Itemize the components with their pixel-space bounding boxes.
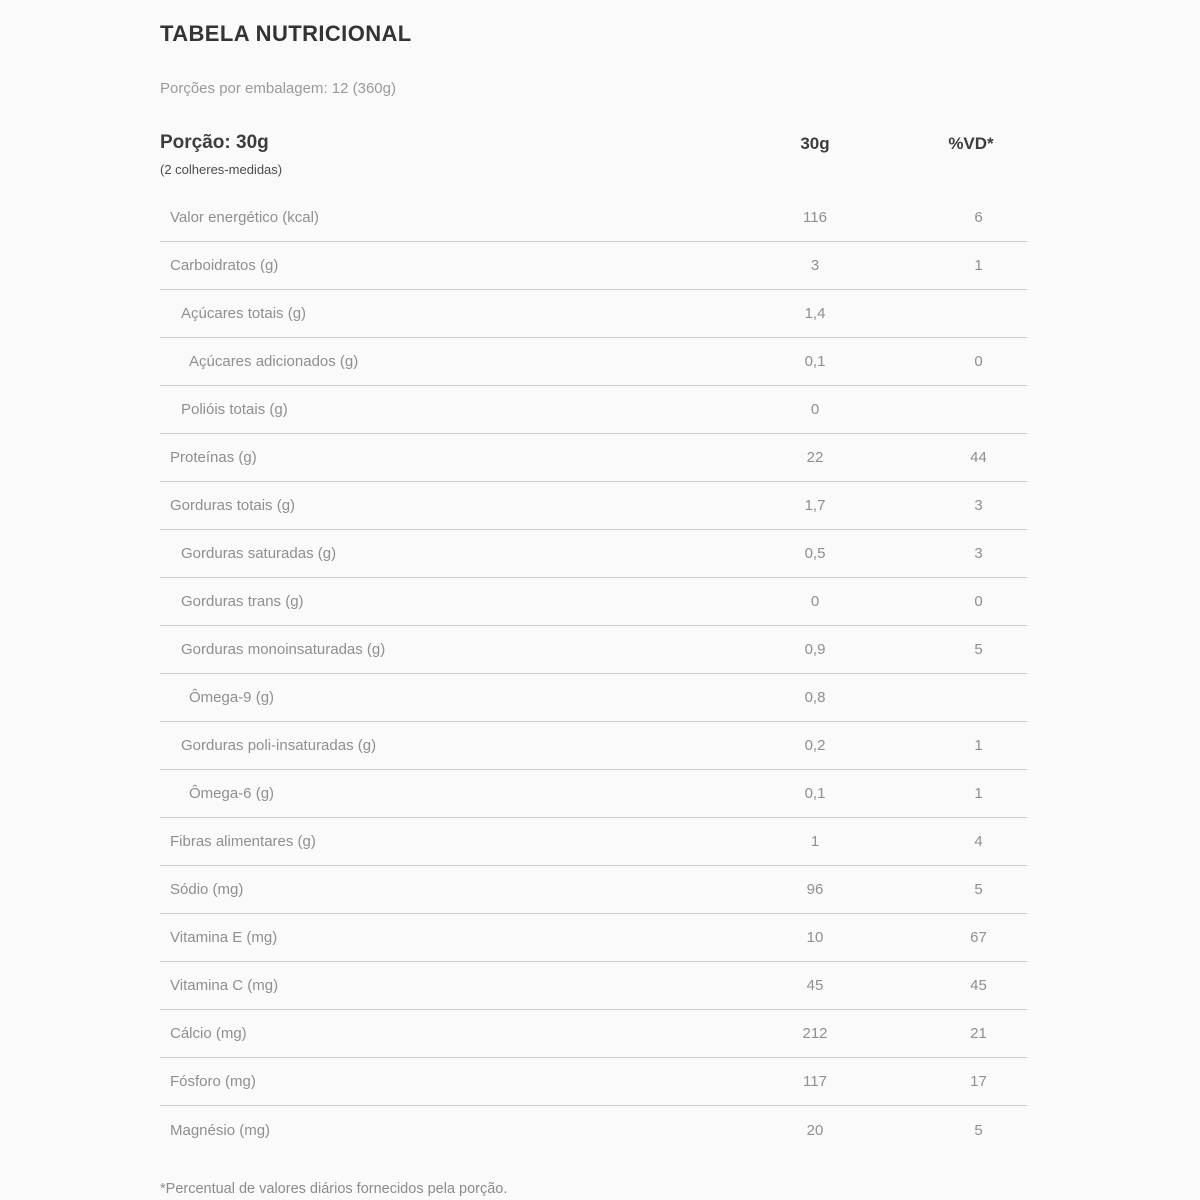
table-header [160, 132, 1027, 177]
column-header-daily-value: %VD* [948, 134, 994, 153]
table-row [160, 338, 1027, 386]
nutrient-label: Gorduras trans (g) [181, 593, 304, 610]
table-row [160, 242, 1027, 290]
table-row [160, 914, 1027, 962]
nutrient-daily-value: 1 [974, 737, 983, 754]
nutrient-daily-value: 3 [974, 497, 983, 514]
nutrient-label: Açúcares totais (g) [181, 305, 307, 322]
nutrient-quantity: 45 [806, 977, 824, 994]
table-row [160, 770, 1027, 818]
nutrient-daily-value: 0 [974, 593, 983, 610]
nutrient-label: Fósforo (mg) [170, 1073, 256, 1090]
table-row [160, 530, 1027, 578]
nutrient-label: Gorduras totais (g) [170, 497, 296, 514]
nutrient-quantity: 0,5 [804, 545, 826, 562]
table-row [160, 626, 1027, 674]
nutrient-daily-value: 4 [974, 833, 983, 850]
nutrient-quantity: 10 [806, 929, 824, 946]
nutrient-label: Fibras alimentares (g) [170, 833, 316, 850]
nutrient-quantity: 0 [810, 401, 820, 418]
nutrient-label: Magnésio (mg) [170, 1121, 271, 1139]
nutrient-label: Proteínas (g) [170, 449, 257, 466]
table-row [160, 722, 1027, 770]
table-row [160, 962, 1027, 1010]
nutrient-quantity: 96 [806, 881, 824, 898]
table-row [160, 290, 1027, 338]
table-row [160, 1106, 1027, 1154]
nutrient-label: Cálcio (mg) [170, 1025, 247, 1042]
nutrient-label: Gorduras poli-insaturadas (g) [181, 737, 377, 754]
nutrient-label: Vitamina C (mg) [170, 977, 279, 994]
servings-per-package: Porções por embalagem: 12 (360g) [160, 80, 396, 97]
daily-value-footnote: *Percentual de valores diários fornecidos pela porção. [160, 1181, 508, 1197]
nutrient-quantity: 1,4 [804, 305, 826, 322]
nutrient-daily-value: 1 [974, 257, 983, 274]
table-row [160, 674, 1027, 722]
nutrient-quantity: 22 [806, 449, 824, 466]
nutrient-label: Açúcares adicionados (g) [189, 353, 359, 370]
nutrient-quantity: 3 [810, 257, 820, 274]
nutrient-daily-value: 5 [974, 881, 983, 898]
table-row [160, 1010, 1027, 1058]
nutrient-quantity: 116 [803, 209, 827, 226]
nutrition-table [160, 194, 1027, 1154]
table-row [160, 194, 1027, 242]
table-row [160, 866, 1027, 914]
nutrient-daily-value: 5 [974, 641, 983, 658]
nutrient-label: Gorduras saturadas (g) [181, 545, 337, 562]
nutrient-label: Ômega-9 (g) [189, 689, 275, 706]
nutrient-quantity: 0,9 [804, 641, 826, 658]
nutrient-daily-value: 44 [970, 449, 987, 466]
nutrition-label [160, 0, 1027, 1197]
portion-size-label: Porção: 30g [160, 132, 269, 153]
table-row [160, 1058, 1027, 1106]
table-row [160, 434, 1027, 482]
nutrient-daily-value: 17 [970, 1073, 987, 1090]
nutrient-label: Valor energético (kcal) [170, 209, 319, 226]
nutrient-daily-value: 6 [974, 209, 983, 226]
page-title: TABELA NUTRICIONAL [160, 21, 412, 46]
nutrient-quantity: 1 [810, 833, 820, 850]
table-row [160, 386, 1027, 434]
portion-measure-note: (2 colheres-medidas) [160, 162, 283, 177]
table-row [160, 818, 1027, 866]
nutrient-quantity: 0,1 [804, 353, 826, 370]
nutrient-quantity: 0 [810, 593, 820, 610]
nutrient-daily-value: 45 [970, 977, 987, 994]
nutrient-quantity: 0,1 [804, 785, 826, 802]
column-header-quantity: 30g [800, 134, 830, 153]
nutrient-label: Gorduras monoinsaturadas (g) [181, 641, 386, 658]
nutrient-daily-value: 67 [970, 929, 987, 946]
nutrient-quantity: 1,7 [804, 497, 826, 514]
nutrient-daily-value: 1 [974, 785, 983, 802]
nutrient-label: Ômega-6 (g) [189, 785, 275, 802]
nutrient-quantity: 20 [806, 1121, 824, 1139]
nutrient-quantity: 0,8 [804, 689, 826, 706]
portion-header [160, 132, 755, 177]
nutrient-daily-value: 3 [974, 545, 983, 562]
nutrient-daily-value: 21 [970, 1025, 987, 1042]
table-row [160, 482, 1027, 530]
nutrient-label: Polióis totais (g) [181, 401, 288, 418]
nutrient-label: Carboidratos (g) [170, 257, 279, 274]
nutrient-daily-value: 0 [974, 353, 983, 370]
nutrient-label: Vitamina E (mg) [170, 929, 278, 946]
nutrient-daily-value: 5 [974, 1121, 983, 1139]
nutrient-quantity: 0,2 [804, 737, 826, 754]
nutrient-quantity: 212 [802, 1025, 828, 1042]
nutrient-quantity: 117 [803, 1073, 827, 1090]
table-row [160, 578, 1027, 626]
nutrient-label: Sódio (mg) [170, 881, 244, 898]
